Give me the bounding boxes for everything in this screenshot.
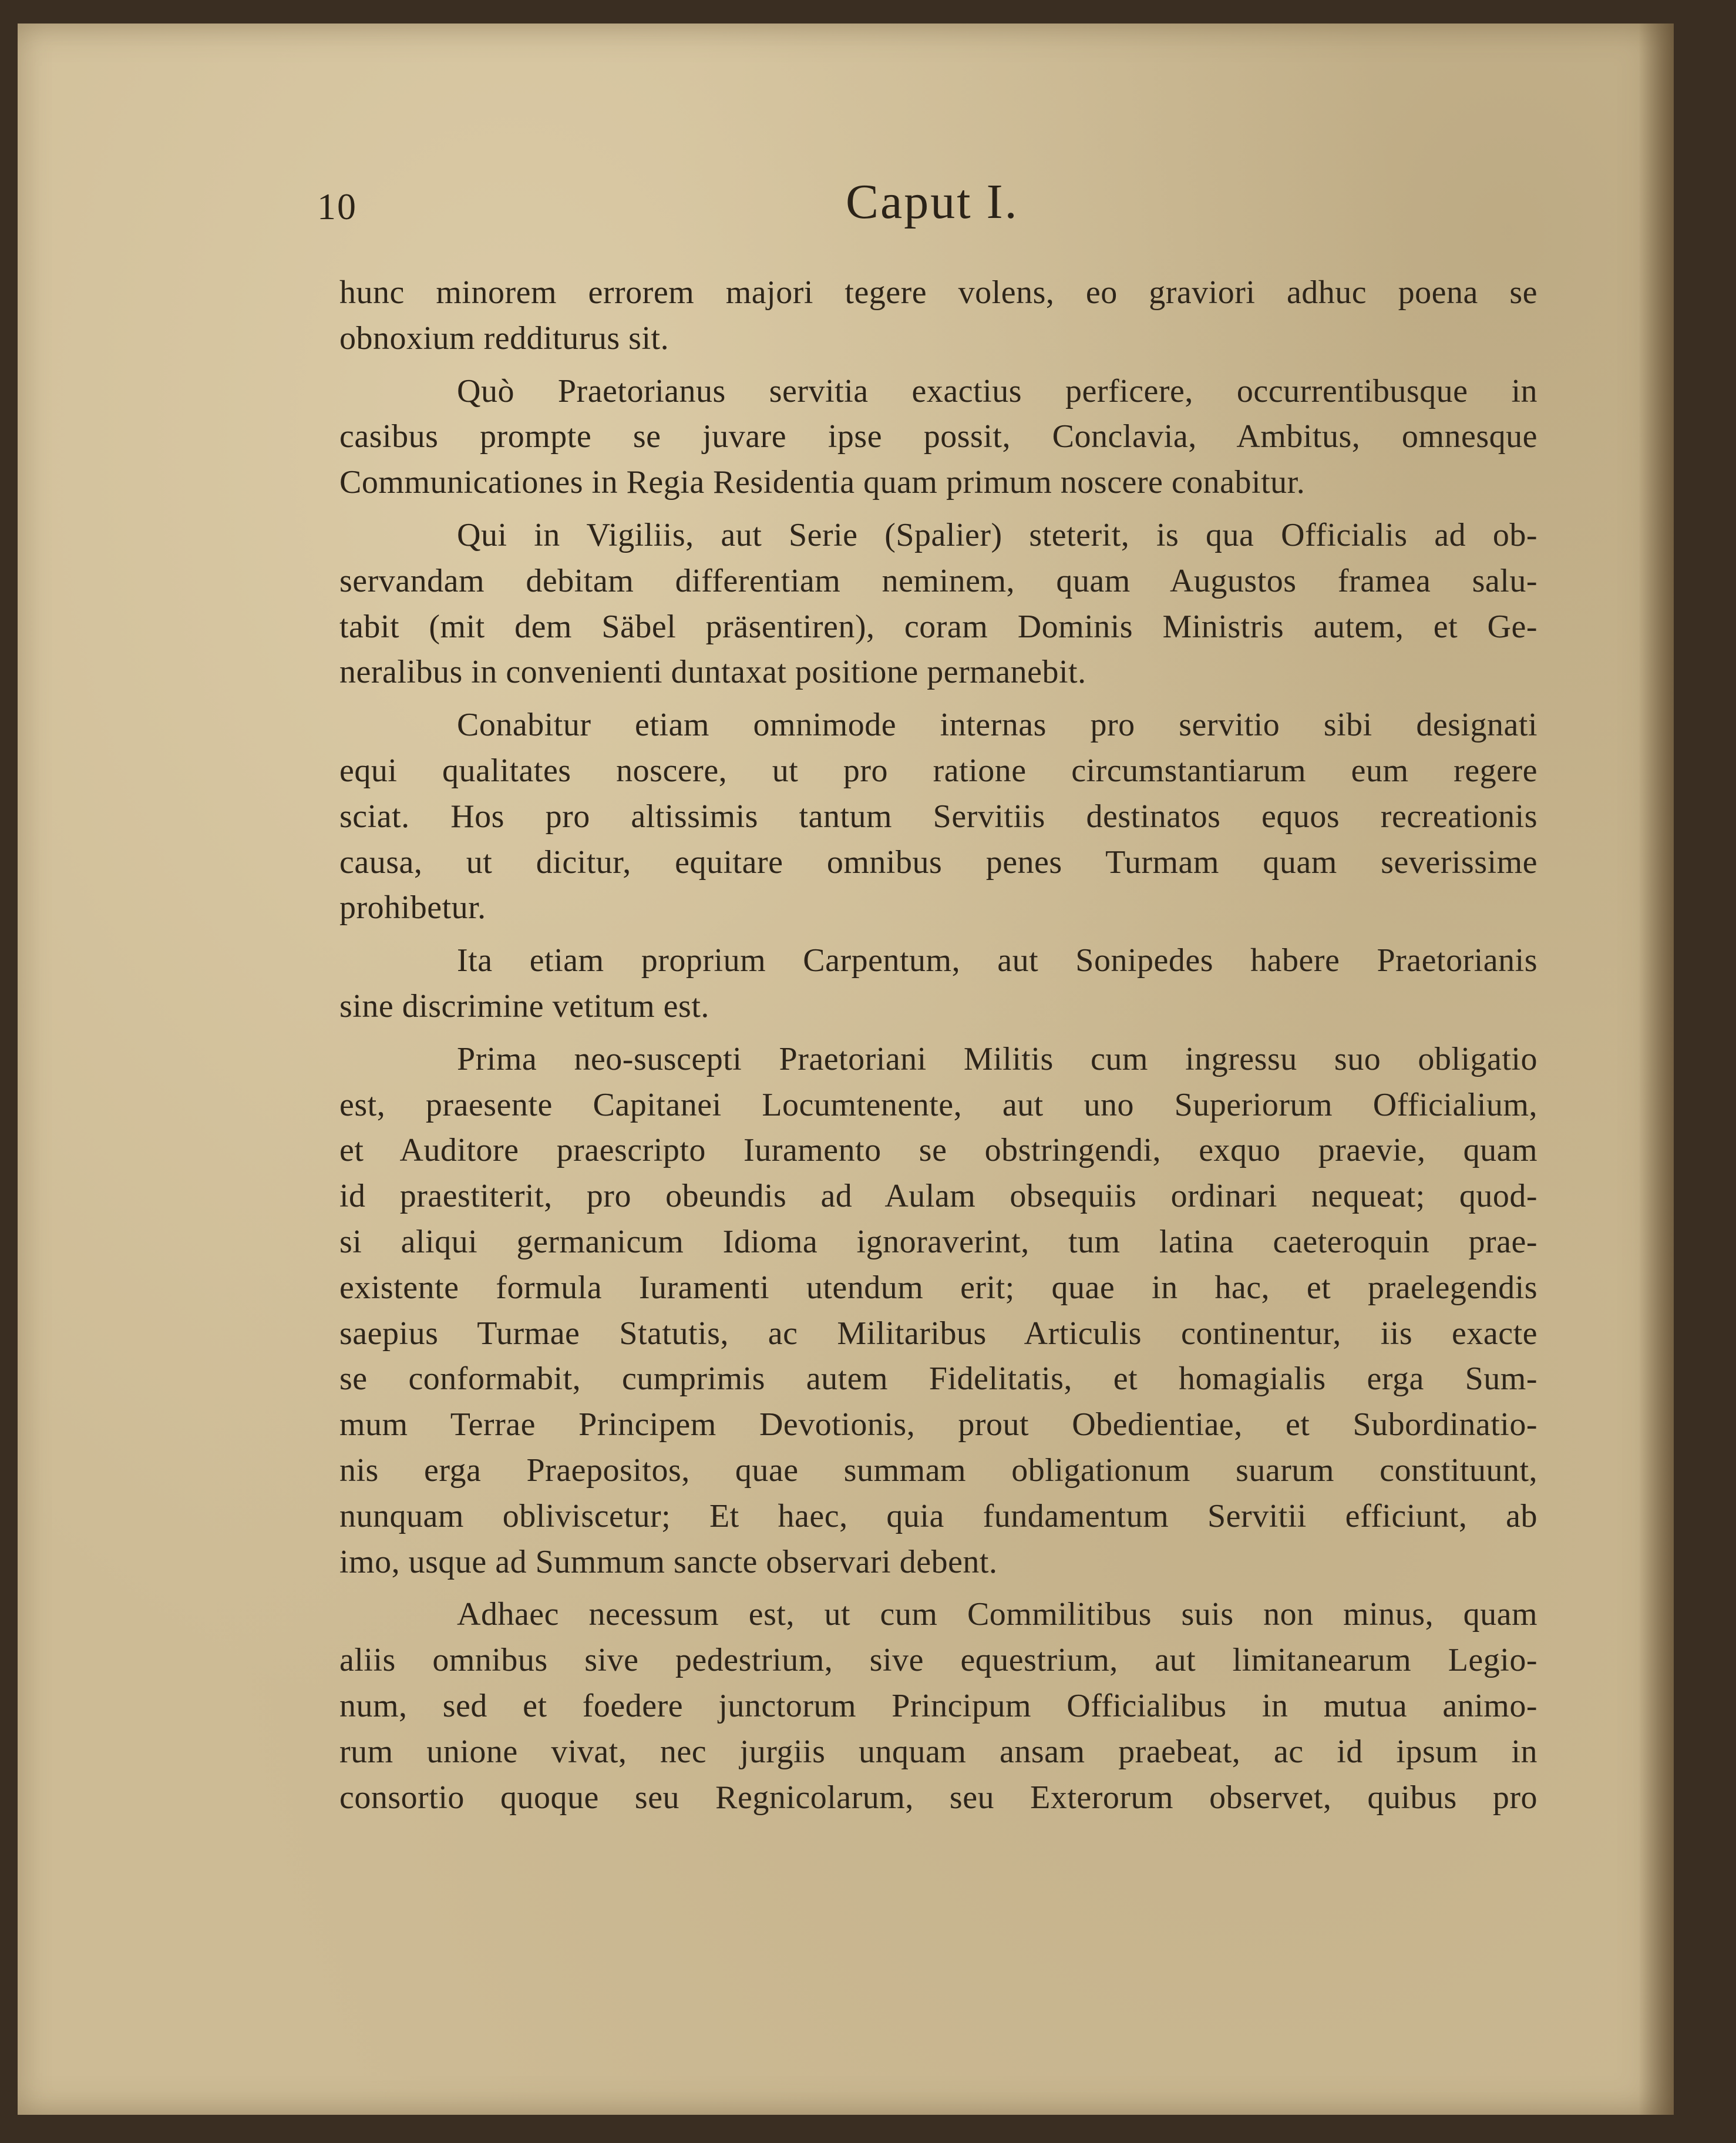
text-line: nis erga Praepositos, quae summam obligationum suarum constituunt, [339,1452,1537,1489]
text-line: est, praesente Capitanei Locumtenente, aut uno Superiorum Officialium, [339,1086,1537,1123]
paragraph-3 [339,513,1537,696]
paragraph-1 [339,270,1537,362]
page-header [317,173,1521,238]
text-line: tabit (mit dem Säbel präsentiren), coram Dominis Ministris autem, et Ge- [339,608,1537,645]
text-line: se conformabit, cumprimis autem Fidelitatis, et homagialis erga Sum- [339,1361,1537,1398]
text-line: et Auditore praescripto Iuramento se obstringendi, exquo praevie, quam [339,1132,1537,1169]
text-line: casibus prompte se juvare ipse possit, Conclavia, Ambitus, omnesque [339,418,1537,455]
text-line: causa, ut dicitur, equitare omnibus penes Turmam quam severissime [339,844,1537,881]
paragraph-7 [339,1592,1537,1820]
paragraph-6 [339,1037,1537,1586]
text-line: Quò Praetorianus servitia exactius perficere, occurrentibusque in [457,372,1537,409]
page-gutter-shadow [1639,23,1674,2115]
text-line: Ita etiam proprium Carpentum, aut Sonipedes habere Praetorianis [457,942,1537,979]
text-line: nunquam obliviscetur; Et haec, quia fundamentum Servitii efficiunt, ab [339,1497,1537,1534]
text-line: obnoxium redditurus sit. [339,320,669,357]
paragraph-4 [339,703,1537,931]
text-line: aliis omnibus sive pedestrium, sive equestrium, aut limitanearum Legio- [339,1642,1537,1679]
text-line: Communicationes in Regia Residentia quam primum noscere conabitur. [339,464,1306,501]
text-line: servandam debitam differentiam neminem, quam Augustos framea salu- [339,562,1537,599]
text-line: saepius Turmae Statutis, ac Militaribus Articulis continentur, iis exacte [339,1315,1537,1352]
text-line: neralibus in convenienti duntaxat positione permanebit. [339,654,1086,691]
paragraph-5 [339,938,1537,1030]
paragraph-2 [339,369,1537,506]
running-head: Caput I. [846,174,1019,229]
text-line: rum unione vivat, nec jurgiis unquam ansam praebeat, ac id ipsum in [339,1733,1537,1770]
text-line: num, sed et foedere junctorum Principum Officialibus in mutua animo- [339,1687,1537,1724]
text-line: consortio quoque seu Regnicolarum, seu Exterorum observet, quibus pro [339,1779,1537,1816]
text-line: sine discrimine vetitum est. [339,987,709,1025]
text-line: mum Terrae Principem Devotionis, prout Obedientiae, et Subordinatio- [339,1406,1537,1443]
text-line: hunc minorem errorem majori tegere volens, eo graviori adhuc poena se [339,274,1537,311]
text-line: imo, usque ad Summum sancte observari debent. [339,1543,998,1580]
text-line: Prima neo-suscepti Praetoriani Militis cum ingressu suo obligatio [457,1040,1537,1077]
text-line: Conabitur etiam omnimode internas pro servitio sibi designati [457,707,1537,744]
text-line: sciat. Hos pro altissimis tantum Servitiis destinatos equos recreationis [339,798,1537,835]
text-line: si aliqui germanicum Idioma ignoraverint, tum latina caeteroquin prae- [339,1223,1537,1260]
text-line: Adhaec necessum est, ut cum Commilitibus suis non minus, quam [457,1596,1537,1633]
text-line: equi qualitates noscere, ut pro ratione circumstantiarum eum regere [339,752,1537,789]
book-page [18,23,1674,2115]
body-text [339,270,1537,1828]
text-line: Qui in Vigiliis, aut Serie (Spalier) steterit, is qua Officialis ad ob- [457,516,1537,553]
page-number: 10 [317,186,357,227]
text-line: existente formula Iuramenti utendum erit; quae in hac, et praelegendis [339,1269,1537,1306]
text-line: id praestiterit, pro obeundis ad Aulam obsequiis ordinari nequeat; quod- [339,1178,1537,1215]
text-line: prohibetur. [339,889,486,926]
